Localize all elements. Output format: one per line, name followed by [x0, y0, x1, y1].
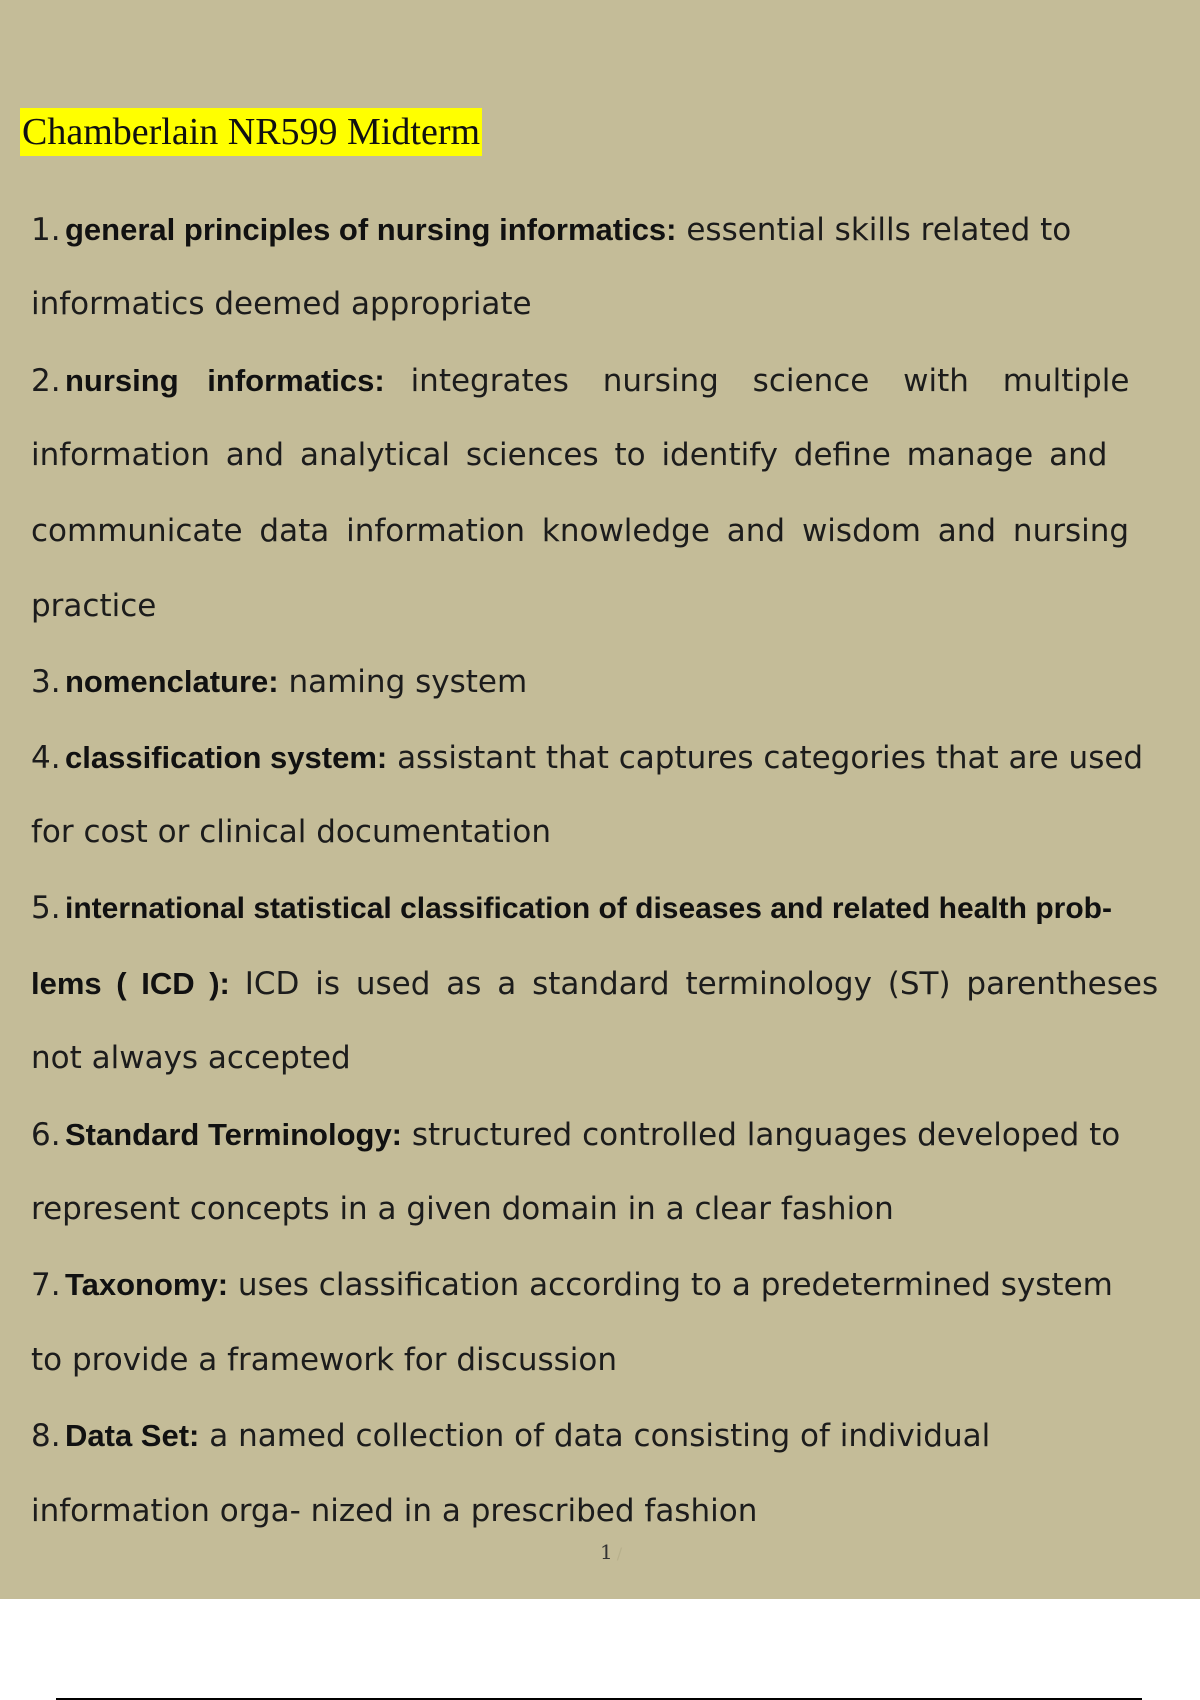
- page-number-value: 1: [600, 1540, 613, 1564]
- term-label: Taxonomy:: [65, 1267, 229, 1303]
- term-definition: assistant that captures categories that are used: [397, 739, 1144, 776]
- item-number: 7.: [31, 1267, 61, 1304]
- list-item: [31, 644, 1171, 719]
- list-item: [31, 871, 1171, 946]
- definition-continuation: [31, 795, 1171, 870]
- item-number: 1.: [31, 212, 61, 248]
- term-definition: a named collection of data consisting of individual: [209, 1418, 991, 1455]
- list-item: [31, 720, 1171, 795]
- list-item: [31, 343, 1171, 418]
- definition-continuation: [31, 418, 1171, 493]
- term-definition: not always accepted: [31, 1040, 351, 1077]
- list-item: [31, 1097, 1171, 1172]
- term-label: Standard Terminology:: [65, 1116, 403, 1152]
- term-definition: naming system: [288, 664, 528, 701]
- term-definition: essential skills related to: [686, 212, 1072, 248]
- list-item: [31, 192, 1171, 267]
- term-definition: uses classification according to a predetermined system: [237, 1267, 1113, 1304]
- definition-continuation: [31, 267, 1171, 342]
- term-definition: structured controlled languages developed to: [411, 1116, 1121, 1153]
- term-label: general principles of nursing informatics:: [65, 212, 677, 247]
- page-number-separator: /: [616, 1544, 623, 1563]
- item-number: 3.: [31, 664, 61, 701]
- document-title: Chamberlain NR599 Midterm: [20, 108, 482, 156]
- list-item: [31, 1247, 1171, 1322]
- definition-continuation: [31, 1021, 1171, 1096]
- term-label: international statistical classification of diseases and related health prob-: [65, 891, 1112, 925]
- term-label: nursing informatics:: [65, 362, 385, 398]
- term-label: nomenclature:: [65, 664, 279, 700]
- term-definition: integrates nursing science with multiple: [410, 362, 1130, 399]
- definition-continuation: [31, 569, 1171, 644]
- item-number: 4.: [31, 739, 61, 776]
- term-definition: practice: [31, 587, 157, 624]
- term-label: classification system:: [65, 739, 388, 775]
- term-definition: for cost or clinical documentation: [31, 814, 552, 851]
- term-definition: information and analytical sciences to identify define manage and: [31, 437, 1108, 474]
- definition-continuation: [31, 1172, 1171, 1247]
- term-definition: to provide a framework for discussion: [31, 1341, 618, 1378]
- definition-continuation: [31, 494, 1171, 569]
- item-number: 6.: [31, 1116, 61, 1153]
- term-label-continuation: lems ( ICD ):: [31, 965, 230, 1001]
- definition-continuation: [31, 1474, 1171, 1549]
- term-definition: informatics deemed appropriate: [31, 286, 532, 323]
- term-definition: information orga- nized in a prescribed fashion: [31, 1492, 758, 1529]
- term-definition: communicate data information knowledge and wisdom and nursing: [31, 512, 1130, 549]
- item-number: 2.: [31, 362, 61, 399]
- term-label: Data Set:: [65, 1418, 200, 1454]
- definition-continuation: [31, 1323, 1171, 1398]
- term-definition: represent concepts in a given domain in a clear fashion: [31, 1191, 894, 1228]
- definition-continuation: [31, 946, 1171, 1021]
- list-item: [31, 1398, 1171, 1473]
- page-number: [600, 1540, 622, 1564]
- terms-list: [31, 192, 1171, 1549]
- item-number: 5.: [31, 889, 61, 926]
- term-definition: ICD is used as a standard terminology (ST) parentheses: [244, 965, 1159, 1002]
- item-number: 8.: [31, 1418, 61, 1455]
